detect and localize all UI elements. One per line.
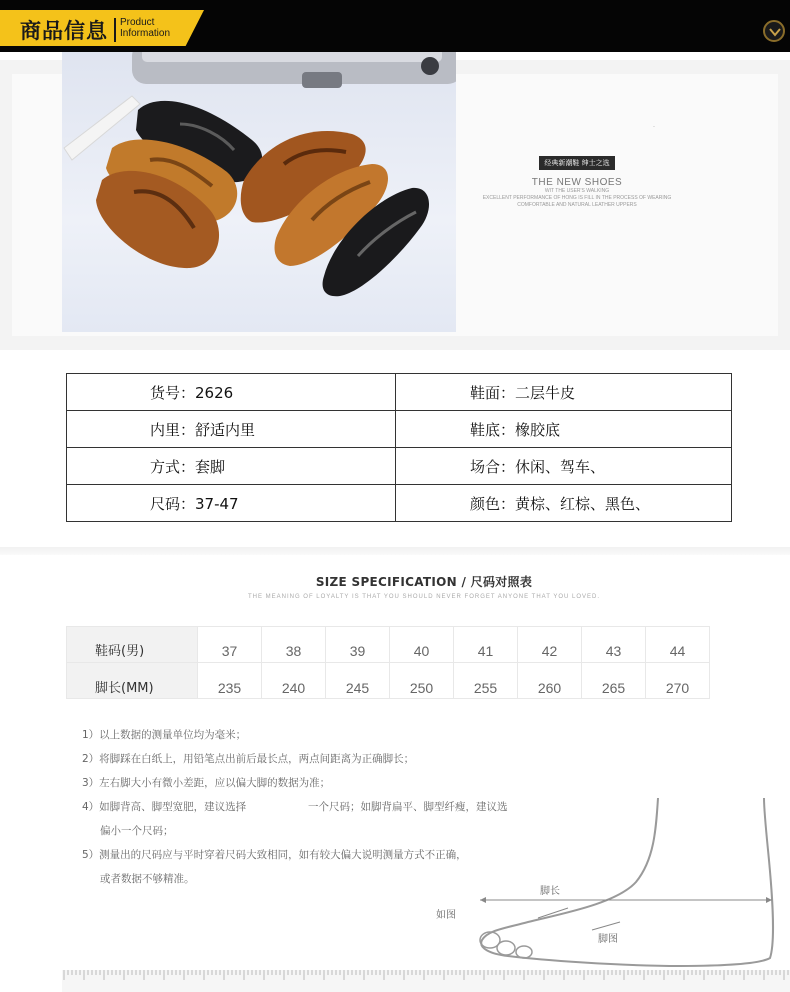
size-row-label: 脚长(MM) xyxy=(67,663,198,699)
size-cell: 235 xyxy=(198,663,262,699)
info-cell: 场合：休闲、驾车、 xyxy=(396,448,732,485)
size-cell: 44 xyxy=(646,627,710,663)
slogan-block xyxy=(470,118,684,209)
foot-figure-label: 脚图 xyxy=(598,934,618,945)
slogan-sub-1: WIT THE USER'S WALKING xyxy=(544,188,610,194)
slogan-dot: · xyxy=(653,124,655,130)
size-row-label: 鞋码(男) xyxy=(67,627,198,663)
size-cell: 37 xyxy=(198,627,262,663)
header-bar xyxy=(0,0,790,52)
size-spec-title: SIZE SPECIFICATION / 尺码对照表 xyxy=(315,575,533,589)
info-row xyxy=(67,448,732,485)
size-cell: 245 xyxy=(326,663,390,699)
title-en-line2: Information xyxy=(120,28,171,39)
info-cell: 尺码：37-47 xyxy=(67,485,396,522)
note-5a: 5）测量出的尺码应与平时穿着尺码大致相同，如有较大偏大说明测量方式不正确， xyxy=(82,849,467,861)
slogan-sub-2: EXCELLENT PERFORMANCE OF HONG IS FILL IN THE PROCESS OF WEARING xyxy=(482,195,672,201)
chevron-down-circle-icon[interactable] xyxy=(763,20,785,42)
section-title-en xyxy=(120,17,170,39)
slogan-title: THE NEW SHOES xyxy=(531,177,623,188)
info-row xyxy=(67,411,732,448)
size-cell: 43 xyxy=(582,627,646,663)
section-divider xyxy=(0,547,790,555)
size-cell: 250 xyxy=(390,663,454,699)
note-5b: 或者数据不够精准。 xyxy=(100,873,195,885)
as-figure-label: 如图 xyxy=(436,910,456,921)
size-cell: 39 xyxy=(326,627,390,663)
size-cell: 38 xyxy=(262,627,326,663)
ruler xyxy=(62,970,790,992)
foot-length-label: 脚长 xyxy=(540,886,560,897)
note-1: 1）以上数据的测量单位均为毫米； xyxy=(82,729,247,741)
info-cell: 货号：2626 xyxy=(67,374,396,411)
slogan-sub-3: COMFORTABLE AND NATURAL LEATHER UPPERS xyxy=(517,202,637,208)
size-cell: 255 xyxy=(454,663,518,699)
info-cell: 方式：套脚 xyxy=(67,448,396,485)
info-row xyxy=(67,485,732,522)
size-cell: 42 xyxy=(518,627,582,663)
note-3: 3）左右脚大小有微小差距，应以偏大脚的数据为准； xyxy=(82,777,331,789)
product-photo xyxy=(62,52,456,332)
size-row xyxy=(67,663,710,699)
note-4c: 偏小一个尺码； xyxy=(100,825,174,837)
info-cell: 鞋底：橡胶底 xyxy=(396,411,732,448)
info-row xyxy=(67,374,732,411)
size-cell: 260 xyxy=(518,663,582,699)
size-cell: 270 xyxy=(646,663,710,699)
foot-diagram xyxy=(420,790,790,970)
size-spec-subtitle: THE MEANING OF LOYALTY IS THAT YOU SHOULD NEVER FORGET ANYONE THAT YOU LOVED. xyxy=(247,594,601,600)
note-2: 2）将脚踩在白纸上，用铅笔点出前后最长点，两点间距离为正确脚长； xyxy=(82,753,415,765)
product-info-table xyxy=(66,373,732,522)
info-cell: 内里：舒适内里 xyxy=(67,411,396,448)
size-cell: 40 xyxy=(390,627,454,663)
size-cell: 41 xyxy=(454,627,518,663)
note-4a: 4）如脚背高、脚型宽肥，建议选择 xyxy=(82,801,247,813)
slogan-badge: 经典新潮鞋 绅士之选 xyxy=(539,156,614,170)
section-title: 商品信息 xyxy=(20,19,108,43)
info-cell: 鞋面：二层牛皮 xyxy=(396,374,732,411)
size-cell: 265 xyxy=(582,663,646,699)
size-row xyxy=(67,627,710,663)
size-cell: 240 xyxy=(262,663,326,699)
title-divider xyxy=(114,18,116,42)
size-table xyxy=(66,626,710,699)
info-cell: 颜色：黄棕、红棕、黑色、 xyxy=(396,485,732,522)
note-4b: 一个尺码；如脚背扁平、脚型纤瘦，建议选 xyxy=(308,801,508,813)
title-en-line1: Product xyxy=(120,17,155,28)
